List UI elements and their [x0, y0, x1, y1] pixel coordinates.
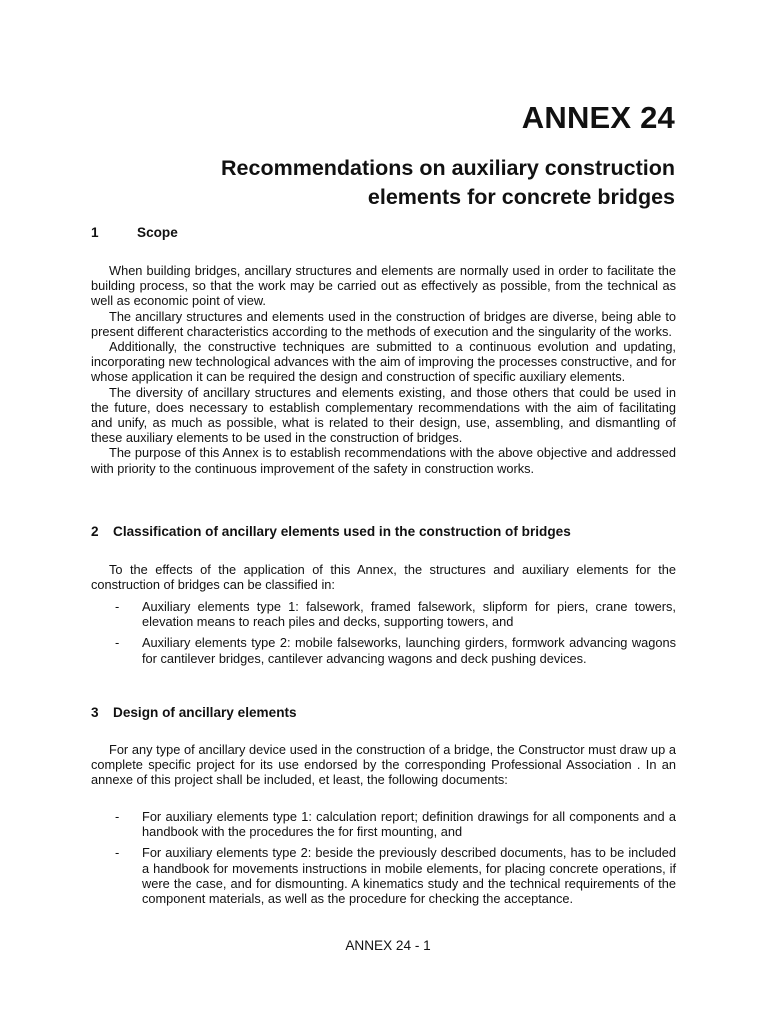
section-1-title: Scope: [137, 225, 178, 240]
list-item-text: For auxiliary elements type 2: beside the previously described documents, has to be included a handbook for movements instructions in mobile elements, for placing concrete operations, if were the case, and for dismounting. A kinematics study and the technical requirements of the component materials, as well as the procedure for checking the acceptance.: [142, 845, 676, 907]
list-item: [91, 809, 676, 839]
page-number: ANNEX 24 - 1: [345, 938, 431, 953]
section-2-number: 2: [91, 524, 99, 539]
section-1-paragraph: Additionally, the constructive techniques are submitted to a continuous evolution and updating, incorporating new technological advances with the aim of improving the processes constructive, and for whose application it can be required the design and construction of specific auxiliary elements.: [91, 339, 676, 385]
document-title-line-2: elements for concrete bridges: [367, 185, 675, 209]
section-1-paragraph: The purpose of this Annex is to establish recommendations with the above objective and addressed with priority to the continuous improvement of the safety in construction works.: [91, 445, 676, 476]
section-1-number: 1: [91, 225, 99, 240]
list-item-text: For auxiliary elements type 1: calculation report; definition drawings for all components and a handbook with the procedures the for first mounting, and: [142, 809, 676, 840]
section-3-number: 3: [91, 705, 99, 720]
section-2-title: Classification of ancillary elements used in the construction of bridges: [113, 524, 571, 539]
section-1-paragraph: The ancillary structures and elements used in the construction of bridges are diverse, being able to present different characteristics according to the methods of execution and the singularity of the works.: [91, 308, 676, 339]
section-2-list: [91, 599, 676, 666]
section-1-heading: [91, 225, 178, 240]
document-title-line-1: Recommendations on auxiliary construction: [221, 156, 675, 180]
list-item: [91, 845, 676, 906]
section-1-body: [91, 263, 676, 476]
section-1-paragraph: The diversity of ancillary structures and elements existing, and those others that could be used in the future, does necessary to establish complementary recommendations with the aim of facilitating and unify, as much as possible, what is related to their design, use, assembling, and dismantling of these auxiliary elements to be used in the construction of bridges.: [91, 384, 676, 446]
page-footer: [0, 938, 768, 953]
list-item-text: Auxiliary elements type 1: falsework, framed falsework, slipform for piers, crane towers, elevation means to reach piles and decks, supporting towers, and: [142, 599, 676, 630]
section-2-paragraph: To the effects of the application of this Annex, the structures and auxiliary elements for the construction of bridges can be classified in:: [91, 562, 676, 593]
bullet-marker: -: [115, 809, 120, 824]
bullet-marker: -: [115, 845, 120, 861]
bullet-marker: -: [115, 599, 120, 614]
list-item-text: Auxiliary elements type 2: mobile falseworks, launching girders, formwork advancing wagons for cantilever bridges, cantilever advancing wagons and deck pushing devices.: [142, 635, 676, 666]
section-3-heading: [91, 705, 297, 720]
list-item: [91, 599, 676, 629]
section-3-paragraph: For any type of ancillary device used in the construction of a bridge, the Constructor must draw up a complete specific project for its use endorsed by the corresponding Professional Association . In an annexe of this project shall be included, et least, the following documents:: [91, 742, 676, 788]
section-2-intro: [91, 562, 676, 592]
section-3-list: [91, 809, 676, 906]
section-1-paragraph: When building bridges, ancillary structures and elements are normally used in order to facilitate the building process, so that the work may be carried out as effectively as possible, from the technical as well as economic point of view.: [91, 263, 676, 309]
section-3-title: Design of ancillary elements: [113, 705, 297, 720]
bullet-marker: -: [115, 635, 120, 651]
list-item: [91, 635, 676, 665]
section-3-intro: [91, 742, 676, 788]
annex-title: ANNEX 24: [521, 100, 675, 135]
section-2-heading: [91, 524, 571, 539]
document-title: [75, 154, 675, 212]
